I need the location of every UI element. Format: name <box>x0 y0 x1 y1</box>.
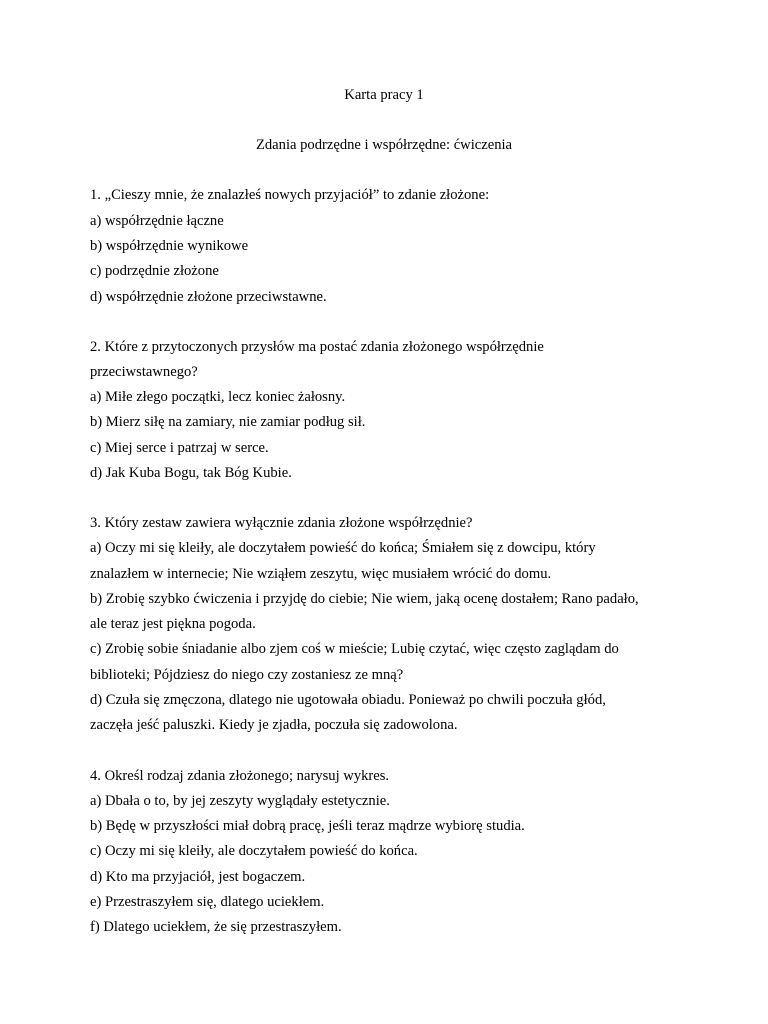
question-3-option-a-line-1: a) Oczy mi się kleiły, ale doczytałem powieść do końca; Śmiałem się z dowcipu, który <box>90 540 596 556</box>
question-4-item-f: f) Dlatego uciekłem, że się przestraszyłem. <box>90 919 342 935</box>
question-3-option-d-line-1: d) Czuła się zmęczona, dlatego nie ugotowała obiadu. Ponieważ po chwili poczuła głód, <box>90 692 606 708</box>
question-3-option-a-line-2: znalazłem w internecie; Nie wziąłem zeszytu, więc musiałem wrócić do domu. <box>90 566 552 582</box>
question-4-item-c: c) Oczy mi się kleiły, ale doczytałem powieść do końca. <box>90 843 418 859</box>
question-3-option-b-line-1: b) Zrobię szybko ćwiczenia i przyjdę do ciebie; Nie wiem, jaką ocenę dostałem; Rano padało, <box>90 591 639 607</box>
question-3-option-d-line-2: zaczęła jeść paluszki. Kiedy je zjadła, poczuła się zadowolona. <box>90 717 458 733</box>
question-4-item-e: e) Przestraszyłem się, dlatego uciekłem. <box>90 894 325 910</box>
question-1-option-c: c) podrzędnie złożone <box>90 263 219 279</box>
question-4-item-a: a) Dbała o to, by jej zeszyty wyglądały estetycznie. <box>90 793 390 809</box>
question-2-option-d: d) Jak Kuba Bogu, tak Bóg Kubie. <box>90 465 292 481</box>
question-2-text-line-1: 2. Które z przytoczonych przysłów ma postać zdania złożonego współrzędnie <box>90 339 544 355</box>
question-4-item-d: d) Kto ma przyjaciół, jest bogaczem. <box>90 869 306 885</box>
question-1-option-a: a) współrzędnie łączne <box>90 213 224 229</box>
question-2-option-c: c) Miej serce i patrzaj w serce. <box>90 440 269 456</box>
question-4-text: 4. Określ rodzaj zdania złożonego; narysuj wykres. <box>90 768 390 784</box>
question-4-item-b: b) Będę w przyszłości miał dobrą pracę, jeśli teraz mądrze wybiorę studia. <box>90 818 525 834</box>
worksheet-title: Karta pracy 1 <box>344 87 424 103</box>
question-2-text-line-2: przeciwstawnego? <box>90 364 198 380</box>
question-1-text: 1. „Cieszy mnie, że znalazłeś nowych przyjaciół” to zdanie złożone: <box>90 187 490 203</box>
question-1-option-b: b) współrzędnie wynikowe <box>90 238 249 254</box>
question-1-option-d: d) współrzędnie złożone przeciwstawne. <box>90 289 327 305</box>
question-3-option-b-line-2: ale teraz jest piękna pogoda. <box>90 616 256 632</box>
question-2-option-a: a) Miłe złego początki, lecz koniec żałosny. <box>90 389 346 405</box>
question-3-option-c-line-2: biblioteki; Pójdziesz do niego czy zostaniesz ze mną? <box>90 667 404 683</box>
question-2-option-b: b) Mierz siłę na zamiary, nie zamiar podług sił. <box>90 414 366 430</box>
question-3-option-c-line-1: c) Zrobię sobie śniadanie albo zjem coś w mieście; Lubię czytać, więc często zaglądam do <box>90 641 619 657</box>
worksheet-subtitle: Zdania podrzędne i współrzędne: ćwiczenia <box>255 137 513 153</box>
question-3-text: 3. Który zestaw zawiera wyłącznie zdania złożone współrzędnie? <box>90 515 473 531</box>
